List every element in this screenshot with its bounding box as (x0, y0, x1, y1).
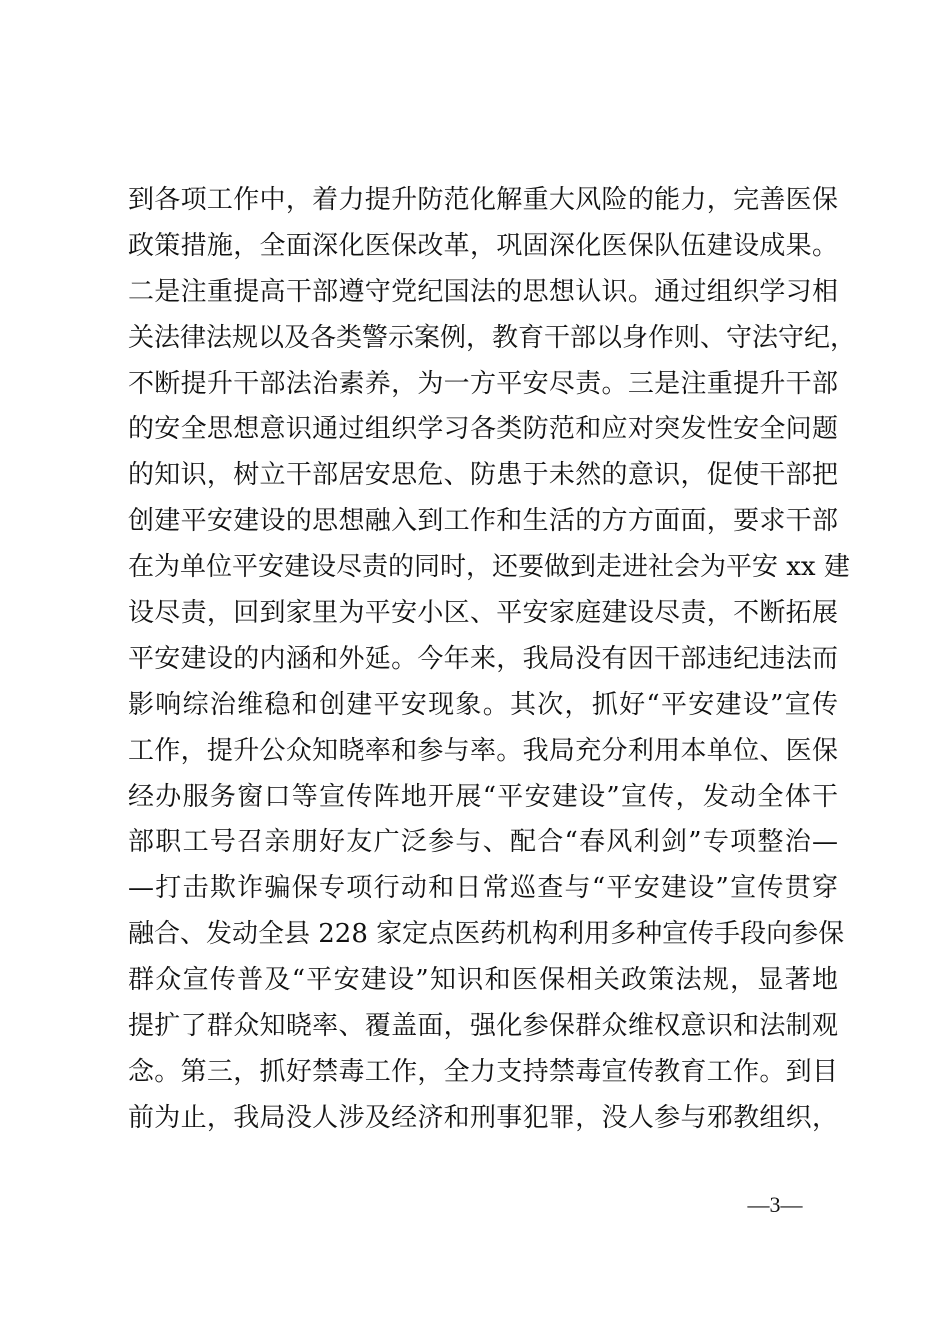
text-line-2: 政策措施，全面深化医保改革，巩固深化医保队伍建设成果。 (128, 230, 838, 261)
text-line-12: 影响综治维稳和创建平安现象。其次，抓好“平安建设”宣传 (128, 689, 838, 720)
body-text (128, 178, 857, 1142)
text-line-1: 到各项工作中，着力提升防范化解重大风险的能力，完善医保 (128, 185, 838, 215)
text-line-13: 工作，提升公众知晓率和参与率。我局充分利用本单位、医保 (128, 735, 838, 766)
text-line-17: 融合、发动全县 228 家定点医药机构利用多种宣传手段向参保 (128, 919, 845, 950)
text-line-10: 设尽责，回到家里为平安小区、平安家庭建设尽责，不断拓展 (128, 598, 838, 629)
text-line-20: 念。第三，抓好禁毒工作，全力支持禁毒宣传教育工作。到目 (128, 1056, 838, 1087)
text-line-19: 提扩了群众知晓率、覆盖面，强化参保群众维权意识和法制观 (128, 1011, 838, 1042)
text-line-3: 二是注重提高干部遵守党纪国法的思想认识。通过组织学习相 (128, 276, 838, 307)
text-line-7: 的知识，树立干部居安思危、防患于未然的意识，促使干部把 (128, 460, 838, 491)
text-line-14: 经办服务窗口等宣传阵地开展“平安建设”宣传，发动全体干 (128, 781, 838, 812)
text-line-6: 的安全思想意识通过组织学习各类防范和应对突发性安全问题 (128, 414, 838, 445)
text-line-8: 创建平安建设的思想融入到工作和生活的方方面面，要求干部 (128, 506, 838, 537)
text-line-16: —打击欺诈骗保专项行动和日常巡查与“平安建设”宣传贯穿 (128, 873, 838, 904)
text-line-4: 关法律法规以及各类警示案例，教育干部以身作则、守法守纪， (128, 322, 857, 353)
text-line-5: 不断提升干部法治素养，为一方平安尽责。三是注重提升干部 (128, 368, 838, 399)
text-line-21: 前为止，我局没人涉及经济和刑事犯罪，没人参与邪教组织， (128, 1102, 838, 1133)
text-line-18: 群众宣传普及“平安建设”知识和医保相关政策法规，显著地 (128, 965, 838, 996)
text-line-9: 在为单位平安建设尽责的同时，还要做到走进社会为平安 xx 建 (128, 552, 850, 583)
page-number: —3— (747, 1192, 803, 1217)
text-line-15: 部职工号召亲朋好友广泛参与、配合“春风利剑”专项整治— (128, 827, 838, 858)
text-line-11: 平安建设的内涵和外延。今年来，我局没有因干部违纪违法而 (128, 643, 838, 674)
